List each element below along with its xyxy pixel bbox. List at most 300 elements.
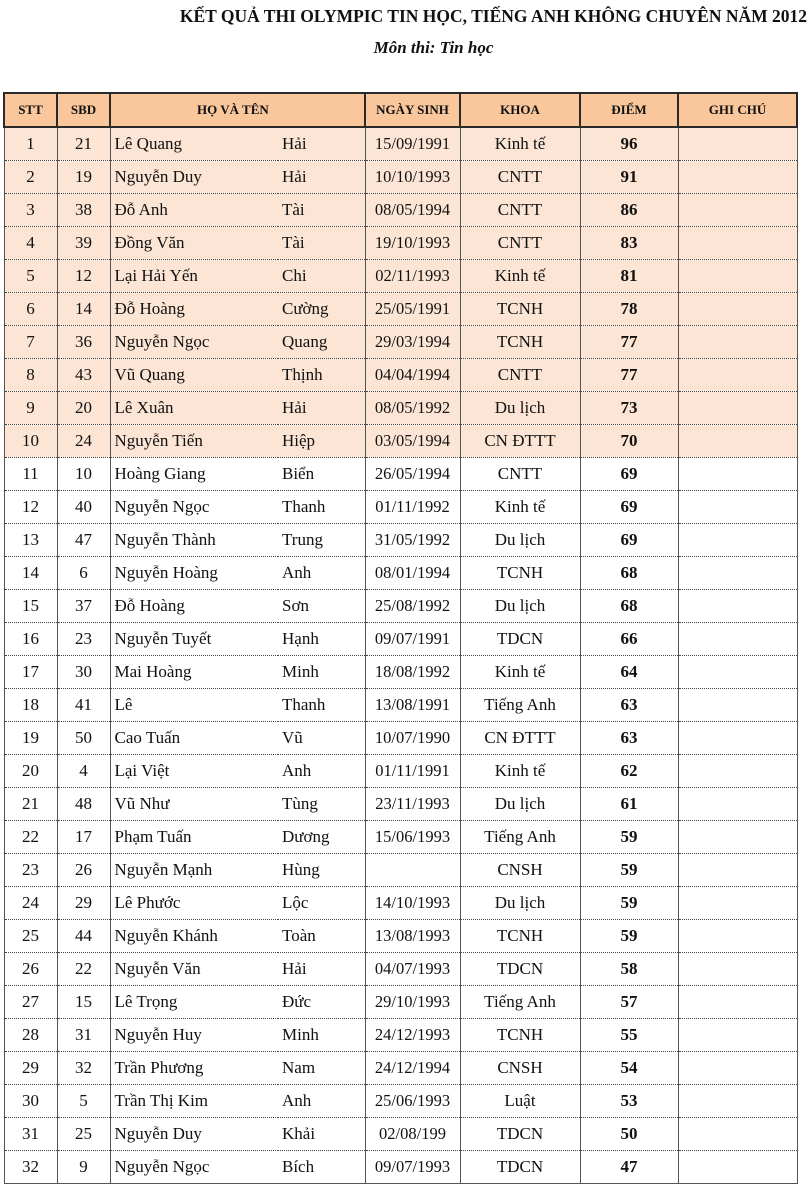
cell-note (678, 392, 797, 425)
cell-faculty: Du lịch (460, 788, 580, 821)
cell-score: 59 (580, 920, 678, 953)
cell-sbd: 39 (57, 227, 110, 260)
table-row (4, 1118, 797, 1151)
cell-surname: Nguyễn Hoàng (110, 557, 278, 590)
table-header (4, 93, 797, 127)
cell-faculty: TCNH (460, 293, 580, 326)
cell-surname: Nguyễn Huy (110, 1019, 278, 1052)
cell-faculty: Tiếng Anh (460, 821, 580, 854)
cell-dob: 31/05/1992 (365, 524, 460, 557)
table-row (4, 722, 797, 755)
table-row (4, 293, 797, 326)
cell-given-name: Hạnh (278, 623, 365, 656)
table-row (4, 524, 797, 557)
cell-sbd: 22 (57, 953, 110, 986)
cell-score: 63 (580, 722, 678, 755)
cell-dob: 29/03/1994 (365, 326, 460, 359)
cell-faculty: CNTT (460, 359, 580, 392)
table-row (4, 326, 797, 359)
table-row (4, 227, 797, 260)
cell-faculty: Kinh tế (460, 260, 580, 293)
cell-stt: 22 (4, 821, 57, 854)
table-row (4, 755, 797, 788)
cell-score: 68 (580, 590, 678, 623)
cell-faculty: Kinh tế (460, 127, 580, 161)
cell-faculty: Tiếng Anh (460, 689, 580, 722)
cell-dob: 24/12/1993 (365, 1019, 460, 1052)
cell-sbd: 44 (57, 920, 110, 953)
cell-score: 62 (580, 755, 678, 788)
cell-given-name: Trung (278, 524, 365, 557)
cell-faculty: CNTT (460, 161, 580, 194)
cell-given-name: Sơn (278, 590, 365, 623)
cell-note (678, 1019, 797, 1052)
cell-given-name: Hải (278, 953, 365, 986)
cell-dob: 19/10/1993 (365, 227, 460, 260)
cell-note (678, 722, 797, 755)
cell-sbd: 26 (57, 854, 110, 887)
cell-faculty: Tiếng Anh (460, 986, 580, 1019)
cell-dob: 04/04/1994 (365, 359, 460, 392)
cell-dob: 13/08/1991 (365, 689, 460, 722)
cell-surname: Nguyễn Văn (110, 953, 278, 986)
cell-surname: Lại Hải Yến (110, 260, 278, 293)
cell-given-name: Thanh (278, 689, 365, 722)
cell-dob: 08/05/1992 (365, 392, 460, 425)
table-row (4, 689, 797, 722)
cell-stt: 16 (4, 623, 57, 656)
cell-surname: Đỗ Anh (110, 194, 278, 227)
cell-sbd: 29 (57, 887, 110, 920)
table-row (4, 491, 797, 524)
cell-stt: 1 (4, 127, 57, 161)
cell-dob: 25/05/1991 (365, 293, 460, 326)
cell-given-name: Thanh (278, 491, 365, 524)
cell-note (678, 425, 797, 458)
cell-dob: 02/08/199 (365, 1118, 460, 1151)
table-row (4, 557, 797, 590)
cell-surname: Trần Thị Kim (110, 1085, 278, 1118)
cell-given-name: Cường (278, 293, 365, 326)
cell-note (678, 1052, 797, 1085)
table-row (4, 425, 797, 458)
cell-surname: Đỗ Hoàng (110, 293, 278, 326)
cell-surname: Nguyễn Thành (110, 524, 278, 557)
cell-sbd: 6 (57, 557, 110, 590)
cell-dob: 15/09/1991 (365, 127, 460, 161)
table-row (4, 656, 797, 689)
cell-surname: Nguyễn Duy (110, 161, 278, 194)
cell-sbd: 4 (57, 755, 110, 788)
cell-stt: 19 (4, 722, 57, 755)
cell-dob: 08/05/1994 (365, 194, 460, 227)
cell-dob: 09/07/1991 (365, 623, 460, 656)
cell-stt: 21 (4, 788, 57, 821)
cell-note (678, 755, 797, 788)
cell-given-name: Quang (278, 326, 365, 359)
cell-stt: 17 (4, 656, 57, 689)
cell-surname: Nguyễn Ngọc (110, 491, 278, 524)
cell-note (678, 227, 797, 260)
cell-dob: 04/07/1993 (365, 953, 460, 986)
cell-stt: 20 (4, 755, 57, 788)
cell-faculty: TDCN (460, 1118, 580, 1151)
cell-score: 66 (580, 623, 678, 656)
cell-sbd: 24 (57, 425, 110, 458)
cell-surname: Nguyễn Ngọc (110, 1151, 278, 1184)
col-header-note: GHI CHÚ (678, 93, 797, 127)
cell-faculty: CNTT (460, 194, 580, 227)
cell-faculty: CNSH (460, 854, 580, 887)
cell-surname: Vũ Quang (110, 359, 278, 392)
cell-stt: 28 (4, 1019, 57, 1052)
cell-surname: Mai Hoàng (110, 656, 278, 689)
cell-surname: Trần Phương (110, 1052, 278, 1085)
cell-stt: 11 (4, 458, 57, 491)
cell-sbd: 37 (57, 590, 110, 623)
cell-faculty: CN ĐTTT (460, 722, 580, 755)
cell-sbd: 5 (57, 1085, 110, 1118)
cell-stt: 30 (4, 1085, 57, 1118)
cell-faculty: TCNH (460, 1019, 580, 1052)
cell-score: 69 (580, 458, 678, 491)
cell-given-name: Đức (278, 986, 365, 1019)
cell-surname: Lê Trọng (110, 986, 278, 1019)
cell-note (678, 656, 797, 689)
cell-surname: Nguyễn Mạnh (110, 854, 278, 887)
cell-score: 70 (580, 425, 678, 458)
cell-note (678, 854, 797, 887)
table-row (4, 458, 797, 491)
cell-stt: 26 (4, 953, 57, 986)
cell-given-name: Hiệp (278, 425, 365, 458)
table-row (4, 392, 797, 425)
col-header-faculty: KHOA (460, 93, 580, 127)
cell-sbd: 12 (57, 260, 110, 293)
cell-note (678, 557, 797, 590)
cell-sbd: 36 (57, 326, 110, 359)
cell-stt: 25 (4, 920, 57, 953)
cell-note (678, 458, 797, 491)
cell-dob: 02/11/1993 (365, 260, 460, 293)
cell-sbd: 19 (57, 161, 110, 194)
cell-sbd: 50 (57, 722, 110, 755)
cell-dob: 26/05/1994 (365, 458, 460, 491)
results-table (3, 92, 798, 1184)
cell-sbd: 14 (57, 293, 110, 326)
cell-surname: Lại Việt (110, 755, 278, 788)
table-row (4, 920, 797, 953)
cell-note (678, 689, 797, 722)
cell-sbd: 43 (57, 359, 110, 392)
cell-stt: 31 (4, 1118, 57, 1151)
cell-surname: Nguyễn Tiến (110, 425, 278, 458)
cell-surname: Hoàng Giang (110, 458, 278, 491)
cell-score: 61 (580, 788, 678, 821)
cell-score: 81 (580, 260, 678, 293)
cell-surname: Nguyễn Khánh (110, 920, 278, 953)
cell-given-name: Biển (278, 458, 365, 491)
cell-faculty: TCNH (460, 557, 580, 590)
cell-stt: 5 (4, 260, 57, 293)
cell-stt: 10 (4, 425, 57, 458)
cell-sbd: 31 (57, 1019, 110, 1052)
document-title: KẾT QUẢ THI OLYMPIC TIN HỌC, TIẾNG ANH KHÔNG CHUYÊN NĂM 2012 (179, 6, 807, 26)
header-row (4, 93, 797, 127)
cell-score: 83 (580, 227, 678, 260)
col-header-dob: NGÀY SINH (365, 93, 460, 127)
cell-stt: 29 (4, 1052, 57, 1085)
cell-score: 64 (580, 656, 678, 689)
cell-note (678, 359, 797, 392)
cell-faculty: TCNH (460, 920, 580, 953)
cell-faculty: Luật (460, 1085, 580, 1118)
cell-stt: 3 (4, 194, 57, 227)
cell-dob: 08/01/1994 (365, 557, 460, 590)
cell-given-name: Hải (278, 392, 365, 425)
table-body (4, 127, 797, 1184)
table-row (4, 788, 797, 821)
cell-stt: 27 (4, 986, 57, 1019)
cell-note (678, 194, 797, 227)
cell-stt: 15 (4, 590, 57, 623)
cell-score: 73 (580, 392, 678, 425)
cell-note (678, 821, 797, 854)
cell-given-name: Tài (278, 194, 365, 227)
cell-score: 59 (580, 854, 678, 887)
table-row (4, 194, 797, 227)
table-row (4, 623, 797, 656)
cell-faculty: Kinh tế (460, 755, 580, 788)
cell-dob: 01/11/1992 (365, 491, 460, 524)
cell-note (678, 127, 797, 161)
cell-faculty: Du lịch (460, 524, 580, 557)
cell-sbd: 32 (57, 1052, 110, 1085)
cell-note (678, 953, 797, 986)
cell-given-name: Hải (278, 161, 365, 194)
cell-dob: 01/11/1991 (365, 755, 460, 788)
cell-faculty: Du lịch (460, 887, 580, 920)
cell-note (678, 1118, 797, 1151)
cell-surname: Lê Phước (110, 887, 278, 920)
cell-score: 59 (580, 821, 678, 854)
cell-given-name: Chi (278, 260, 365, 293)
cell-given-name: Tài (278, 227, 365, 260)
table-row (4, 260, 797, 293)
table-row (4, 1151, 797, 1184)
document-subtitle: Môn thi: Tin học (373, 38, 494, 57)
cell-given-name: Hùng (278, 854, 365, 887)
cell-given-name: Vũ (278, 722, 365, 755)
col-header-sbd: SBD (57, 93, 110, 127)
cell-given-name: Khải (278, 1118, 365, 1151)
cell-given-name: Dương (278, 821, 365, 854)
col-header-name: HỌ VÀ TÊN (110, 93, 278, 127)
table-row (4, 821, 797, 854)
cell-dob: 10/10/1993 (365, 161, 460, 194)
cell-dob: 29/10/1993 (365, 986, 460, 1019)
cell-faculty: Kinh tế (460, 656, 580, 689)
cell-faculty: Du lịch (460, 590, 580, 623)
cell-faculty: CN ĐTTT (460, 425, 580, 458)
table-row (4, 1052, 797, 1085)
cell-sbd: 10 (57, 458, 110, 491)
cell-score: 58 (580, 953, 678, 986)
cell-surname: Cao Tuấn (110, 722, 278, 755)
cell-stt: 8 (4, 359, 57, 392)
cell-dob: 23/11/1993 (365, 788, 460, 821)
table-row (4, 1085, 797, 1118)
cell-note (678, 293, 797, 326)
table-row (4, 986, 797, 1019)
cell-score: 50 (580, 1118, 678, 1151)
cell-given-name: Tùng (278, 788, 365, 821)
cell-sbd: 20 (57, 392, 110, 425)
cell-given-name: Hải (278, 127, 365, 161)
col-header-stt: STT (4, 93, 57, 127)
cell-stt: 18 (4, 689, 57, 722)
col-header-name-given (278, 93, 365, 127)
cell-note (678, 161, 797, 194)
cell-given-name: Anh (278, 557, 365, 590)
cell-stt: 24 (4, 887, 57, 920)
cell-sbd: 38 (57, 194, 110, 227)
cell-note (678, 1085, 797, 1118)
cell-sbd: 15 (57, 986, 110, 1019)
cell-score: 77 (580, 359, 678, 392)
cell-stt: 23 (4, 854, 57, 887)
cell-sbd: 47 (57, 524, 110, 557)
cell-sbd: 23 (57, 623, 110, 656)
cell-dob: 14/10/1993 (365, 887, 460, 920)
cell-surname: Lê (110, 689, 278, 722)
cell-note (678, 986, 797, 1019)
cell-score: 57 (580, 986, 678, 1019)
cell-surname: Nguyễn Ngọc (110, 326, 278, 359)
cell-surname: Nguyễn Tuyết (110, 623, 278, 656)
cell-dob: 18/08/1992 (365, 656, 460, 689)
cell-note (678, 260, 797, 293)
cell-faculty: TCNH (460, 326, 580, 359)
cell-stt: 32 (4, 1151, 57, 1184)
cell-dob: 15/06/1993 (365, 821, 460, 854)
cell-stt: 6 (4, 293, 57, 326)
table-row (4, 1019, 797, 1052)
cell-score: 86 (580, 194, 678, 227)
cell-note (678, 920, 797, 953)
cell-sbd: 17 (57, 821, 110, 854)
cell-note (678, 788, 797, 821)
cell-dob: 10/07/1990 (365, 722, 460, 755)
cell-surname: Đồng Văn (110, 227, 278, 260)
cell-score: 59 (580, 887, 678, 920)
cell-dob: 09/07/1993 (365, 1151, 460, 1184)
cell-score: 63 (580, 689, 678, 722)
cell-score: 96 (580, 127, 678, 161)
cell-score: 91 (580, 161, 678, 194)
cell-sbd: 30 (57, 656, 110, 689)
cell-note (678, 590, 797, 623)
cell-surname: Vũ Như (110, 788, 278, 821)
cell-faculty: CNTT (460, 227, 580, 260)
cell-faculty: TDCN (460, 623, 580, 656)
cell-note (678, 326, 797, 359)
cell-dob: 25/08/1992 (365, 590, 460, 623)
cell-dob (365, 854, 460, 887)
cell-score: 54 (580, 1052, 678, 1085)
cell-faculty: Du lịch (460, 392, 580, 425)
cell-sbd: 40 (57, 491, 110, 524)
cell-score: 78 (580, 293, 678, 326)
cell-faculty: CNSH (460, 1052, 580, 1085)
cell-stt: 14 (4, 557, 57, 590)
cell-dob: 13/08/1993 (365, 920, 460, 953)
cell-surname: Lê Quang (110, 127, 278, 161)
cell-sbd: 21 (57, 127, 110, 161)
cell-score: 69 (580, 491, 678, 524)
cell-given-name: Bích (278, 1151, 365, 1184)
cell-note (678, 524, 797, 557)
table-row (4, 161, 797, 194)
cell-note (678, 887, 797, 920)
cell-dob: 25/06/1993 (365, 1085, 460, 1118)
cell-given-name: Minh (278, 1019, 365, 1052)
cell-stt: 2 (4, 161, 57, 194)
cell-note (678, 491, 797, 524)
cell-faculty: Kinh tế (460, 491, 580, 524)
cell-given-name: Toàn (278, 920, 365, 953)
cell-stt: 9 (4, 392, 57, 425)
cell-score: 69 (580, 524, 678, 557)
cell-given-name: Anh (278, 1085, 365, 1118)
cell-given-name: Minh (278, 656, 365, 689)
cell-sbd: 41 (57, 689, 110, 722)
cell-surname: Lê Xuân (110, 392, 278, 425)
table-row (4, 953, 797, 986)
cell-faculty: CNTT (460, 458, 580, 491)
cell-note (678, 623, 797, 656)
cell-faculty: TDCN (460, 953, 580, 986)
table-row (4, 590, 797, 623)
cell-surname: Nguyễn Duy (110, 1118, 278, 1151)
cell-score: 68 (580, 557, 678, 590)
cell-score: 77 (580, 326, 678, 359)
cell-sbd: 9 (57, 1151, 110, 1184)
cell-faculty: TDCN (460, 1151, 580, 1184)
cell-stt: 12 (4, 491, 57, 524)
cell-given-name: Nam (278, 1052, 365, 1085)
table-row (4, 127, 797, 161)
cell-given-name: Thịnh (278, 359, 365, 392)
col-header-score: ĐIỂM (580, 93, 678, 127)
cell-dob: 03/05/1994 (365, 425, 460, 458)
table-row (4, 887, 797, 920)
cell-sbd: 25 (57, 1118, 110, 1151)
cell-stt: 4 (4, 227, 57, 260)
cell-sbd: 48 (57, 788, 110, 821)
cell-given-name: Lộc (278, 887, 365, 920)
cell-stt: 7 (4, 326, 57, 359)
cell-given-name: Anh (278, 755, 365, 788)
cell-score: 47 (580, 1151, 678, 1184)
cell-surname: Phạm Tuấn (110, 821, 278, 854)
cell-surname: Đỗ Hoàng (110, 590, 278, 623)
cell-dob: 24/12/1994 (365, 1052, 460, 1085)
table-row (4, 359, 797, 392)
cell-stt: 13 (4, 524, 57, 557)
table-row (4, 854, 797, 887)
cell-score: 53 (580, 1085, 678, 1118)
